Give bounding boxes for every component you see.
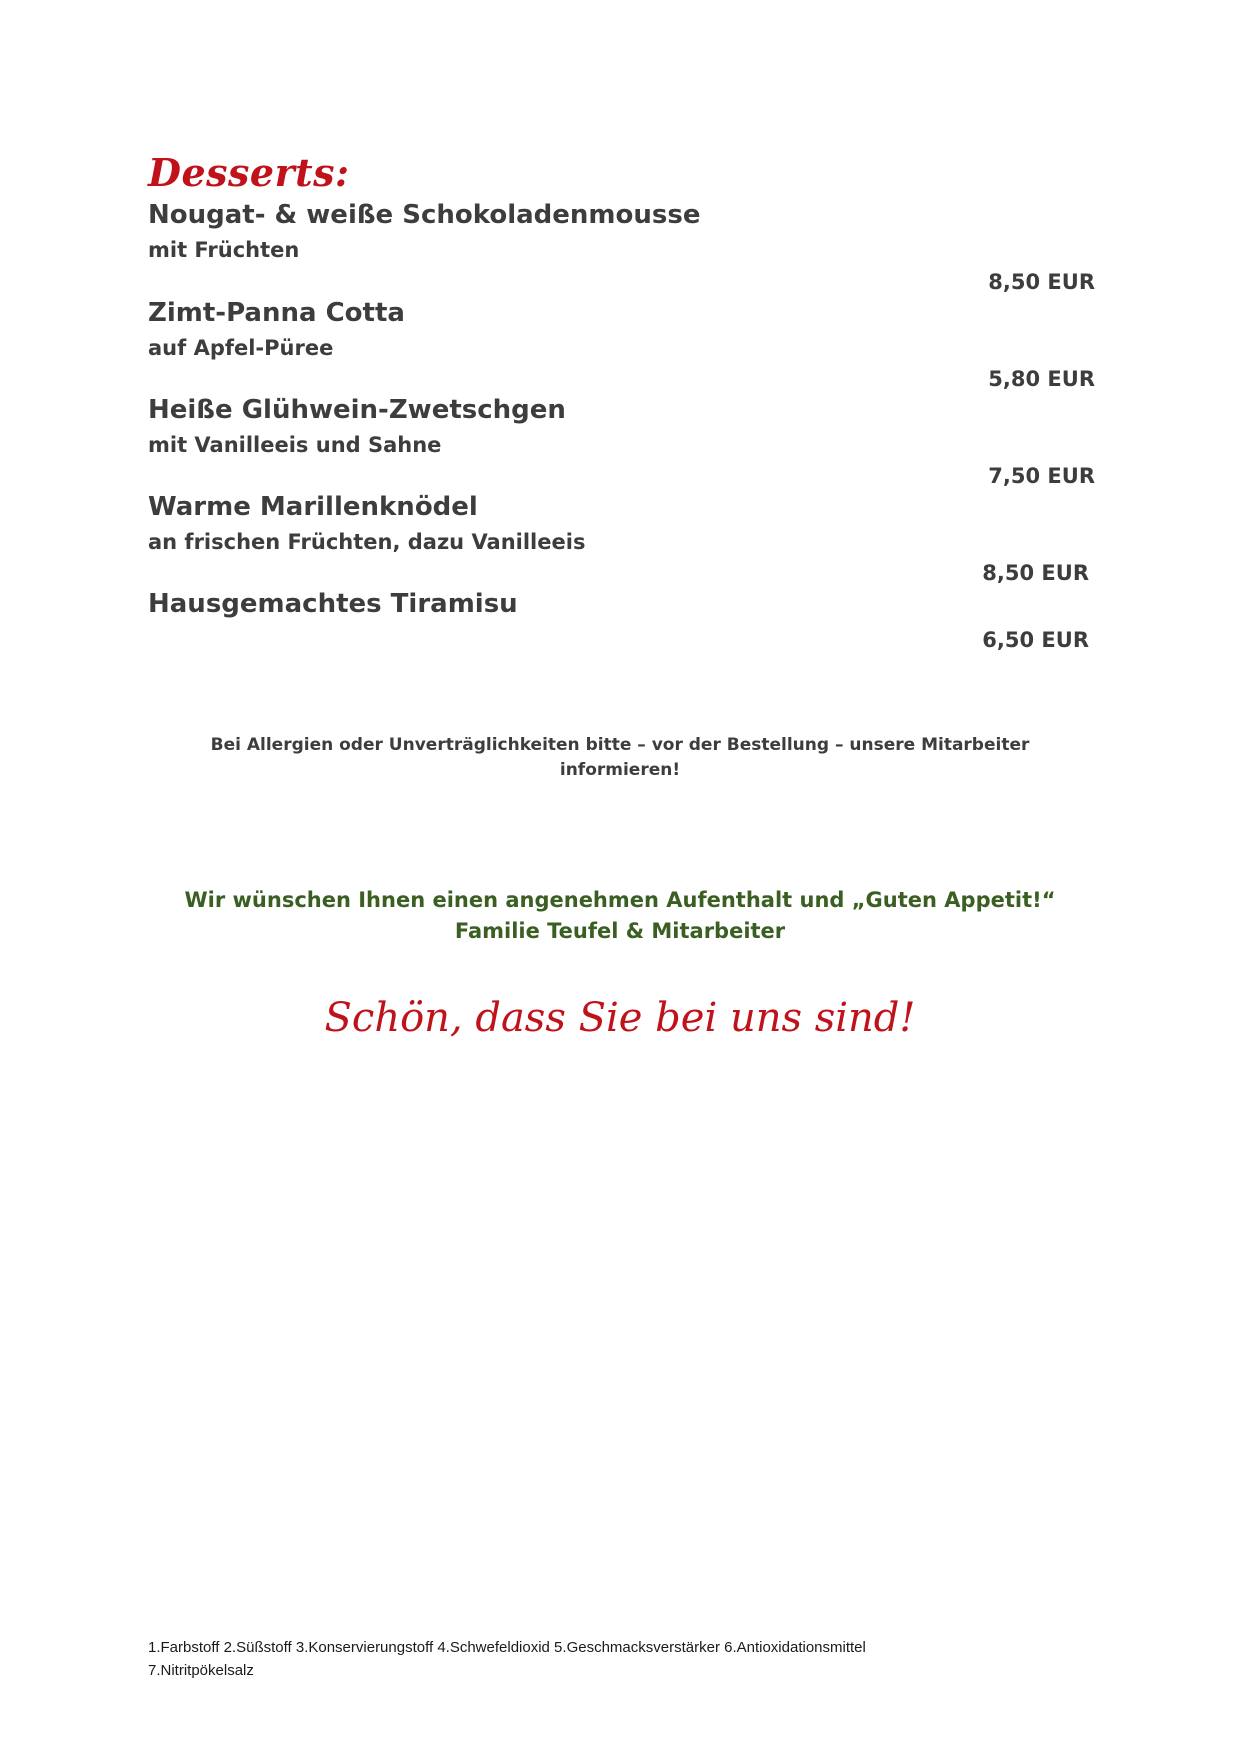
allergy-notice-line: informieren! — [559, 760, 681, 780]
dessert-item-price: 6,50 EUR — [982, 628, 1089, 652]
dessert-item-description: mit Vanilleeis und Sahne — [148, 433, 442, 457]
welcome-message: Schön, dass Sie bei uns sind! — [324, 995, 916, 1041]
dessert-item-name: Nougat- & weiße Schokoladenmousse — [148, 200, 701, 230]
dessert-item-description: an frischen Früchten, dazu Vanilleeis — [148, 530, 586, 554]
dessert-item-description: mit Früchten — [148, 238, 300, 262]
dessert-item-name: Heiße Glühwein-Zwetschgen — [148, 395, 566, 425]
dessert-item-name: Zimt-Panna Cotta — [148, 298, 405, 328]
dessert-item-price: 7,50 EUR — [988, 464, 1095, 488]
dessert-item-description: auf Apfel-Püree — [148, 336, 334, 360]
footnote-line: 1.Farbstoff 2.Süßstoff 3.Konservierungstoff 4.Schwefeldioxid 5.Geschmacksverstärker 6.Antioxidationsmittel — [148, 1639, 866, 1656]
allergy-notice — [170, 733, 1070, 783]
greeting-block — [120, 885, 1120, 947]
dessert-item-price: 5,80 EUR — [988, 367, 1095, 391]
dessert-item-price: 8,50 EUR — [982, 561, 1089, 585]
footnote-line: 7.Nitritpökelsalz — [148, 1662, 254, 1679]
greeting-line: Wir wünschen Ihnen einen angenehmen Aufenthalt und „Guten Appetit!“ — [184, 888, 1056, 912]
section-heading: Desserts: — [148, 150, 350, 195]
dessert-item-name: Warme Marillenknödel — [148, 492, 478, 522]
allergy-notice-line: Bei Allergien oder Unverträglichkeiten bitte – vor der Bestellung – unsere Mitarbeiter — [210, 735, 1030, 755]
greeting-signature: Familie Teufel & Mitarbeiter — [454, 919, 786, 943]
dessert-item-price: 8,50 EUR — [988, 270, 1095, 294]
additives-footnote — [148, 1636, 1148, 1682]
dessert-item-name: Hausgemachtes Tiramisu — [148, 589, 518, 619]
